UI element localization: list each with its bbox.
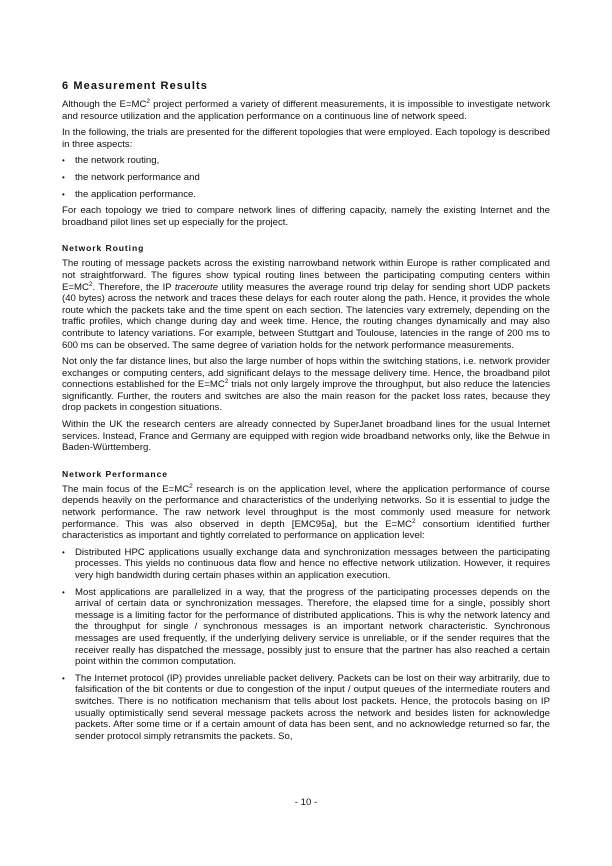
text: Although the E=MC (62, 99, 147, 110)
aspects-list (62, 155, 550, 200)
routing-paragraph-1 (62, 258, 550, 351)
routing-paragraph-3: Within the UK the research centers are already connected by SuperJanet broadband lines for the usual Internet services. Instead, France and Germany are equipped with region wide broadband networks only, like the Belwue in Baden-Württemberg. (62, 419, 550, 454)
intro-paragraph-3: For each topology we tried to compare network lines of differing capacity, namely the existing Internet and the broadband pilot lines set up especially for the project. (62, 205, 550, 228)
text: The routing of message packets across the existing narrowband network within Europe is rather complicated and not straightforward. The figures show typical routing lines between the participating computing centers within E=MC (62, 258, 550, 293)
text: The main focus of the E=MC (62, 483, 190, 495)
text: consortium identified further characteristics as important and tightly correlated to performance on application level: (62, 518, 550, 542)
performance-list (62, 547, 550, 743)
subsection-title-routing: Network Routing (62, 243, 145, 254)
list-item: • the network performance and (62, 172, 550, 184)
routing-paragraph-2 (62, 356, 550, 414)
page-number: - 10 - (294, 797, 318, 808)
list-item: • the network routing, (62, 155, 550, 167)
intro-paragraph-2: In the following, the trials are presented for the different topologies that were employed. Each topology is described in three aspects: (62, 127, 550, 150)
text: Not only the far distance lines, but also the large number of hops within the switching stations, i.e. network provider exchanges or computing centers, add significant delays to the message delivery time. Hence, the broadband pilot connections established for the E=MC (62, 356, 550, 391)
emphasis: traceroute (174, 281, 219, 293)
text: trials not only largely improve the throughput, but also reduce the latencies significantly. Further, the routers and switches are also the main reason for the packet loss rates, because they drop packets in congestion situations. (62, 379, 550, 414)
superscript: 2 (412, 517, 416, 525)
text: utility measures the average round trip delay for sending short UDP packets (40 bytes) across the network and traces these delays for each router along the path. Hence, it provides the whole route which the packets take and the time spent on each section. The latencies vary extremely, depending on the traffic profiles, which change during day and week time. Hence, the routing changes dynamically and may also contribute to latency variations. For example, between Stuttgart and Toulouse, latencies in the range of 200 ms to 600 ms can be observed. The same degree of variation holds for the network performance measurements. (62, 281, 550, 351)
superscript: 2 (224, 378, 229, 386)
text: . Therefore, the IP (92, 281, 175, 293)
list-item: • the application performance. (62, 189, 550, 201)
superscript: 2 (189, 482, 193, 490)
subsection-title-performance: Network Performance (62, 468, 168, 479)
list-item: • Most applications are parallelized in a way, that the progress of the participating processes depends on the arrival of certain data or synchronization messages. Therefore, the elapsed time for a single, possibly short message is a limiting factor for the performance of distributed applications. This is why the network latency and the throughput for single / synchronous messages is an important network characteristic. Synchronous messages are used frequently, if the underlying delivery service is unreliable, or if the sender requires that the receiver really has dispatched the message, possibly just to ensure that the partner has also reached a certain point within the common computation. (62, 587, 550, 668)
list-item: • The Internet protocol (IP) provides unreliable packet delivery. Packets can be lost on their way arbitrarily, due to falsification of the bit contents or due to congestion of the input / output queues of the intermediate routers and switches. There is no notification mechanism that tells about lost packets. Hence, the protocols basing on IP usually optimistically send several message packets across the network and besides listen for acknowledge packets. After some time or if a certain amount of data has been sent, and no acknowledge returned so far, the sender protocol simply retransmits the packets. So, (62, 673, 550, 743)
intro-paragraph-1 (62, 99, 550, 122)
superscript: 2 (88, 280, 93, 288)
text: research is on the application level, where the application performance of course depends heavily on the performance and characteristics of the underlying networks. So it is essential to judge the network performance. The raw network level throughput is the most commonly used measure for network performance. This was also observed in depth [EMC95a], but the E=MC (62, 483, 551, 530)
section-title: 6 Measurement Results (62, 80, 208, 92)
superscript: 2 (146, 98, 151, 105)
text: project performed a variety of different measurements, it is impossible to investigate network and resource utilization and the application performance on a continuous line of network speed. (62, 99, 550, 122)
list-item: • Distributed HPC applications usually exchange data and synchronization messages between the participating processes. This yields no continuous data flow and hence no effective network utilization. However, it requires very high bandwidth during certain phases within an application execution. (62, 547, 550, 582)
performance-paragraph-1 (62, 484, 550, 542)
document-page (62, 80, 550, 747)
